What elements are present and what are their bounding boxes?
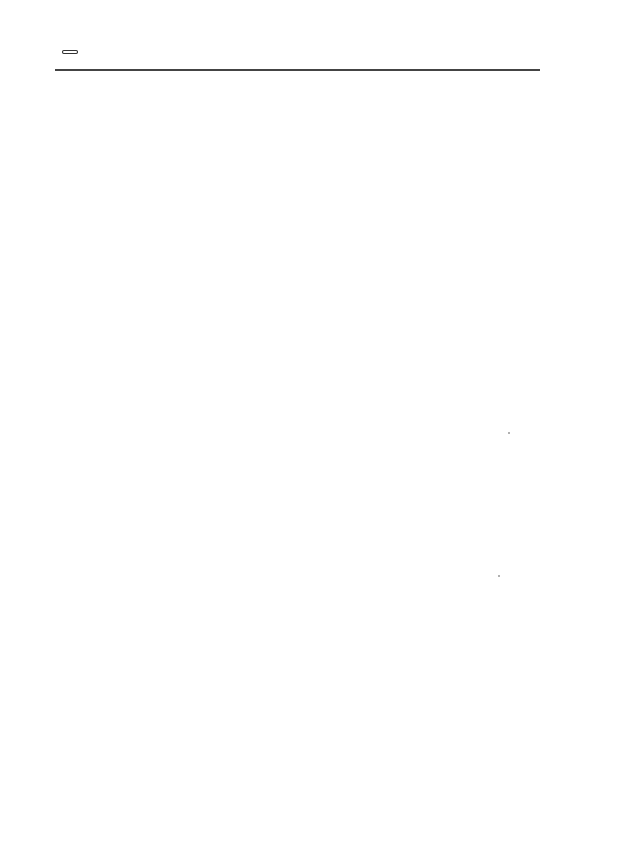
book-logo (62, 38, 82, 66)
page-header (62, 38, 540, 70)
header-rule (55, 69, 540, 71)
scan-speck (508, 432, 510, 434)
logo-badge (62, 50, 78, 54)
scan-speck (498, 575, 500, 577)
